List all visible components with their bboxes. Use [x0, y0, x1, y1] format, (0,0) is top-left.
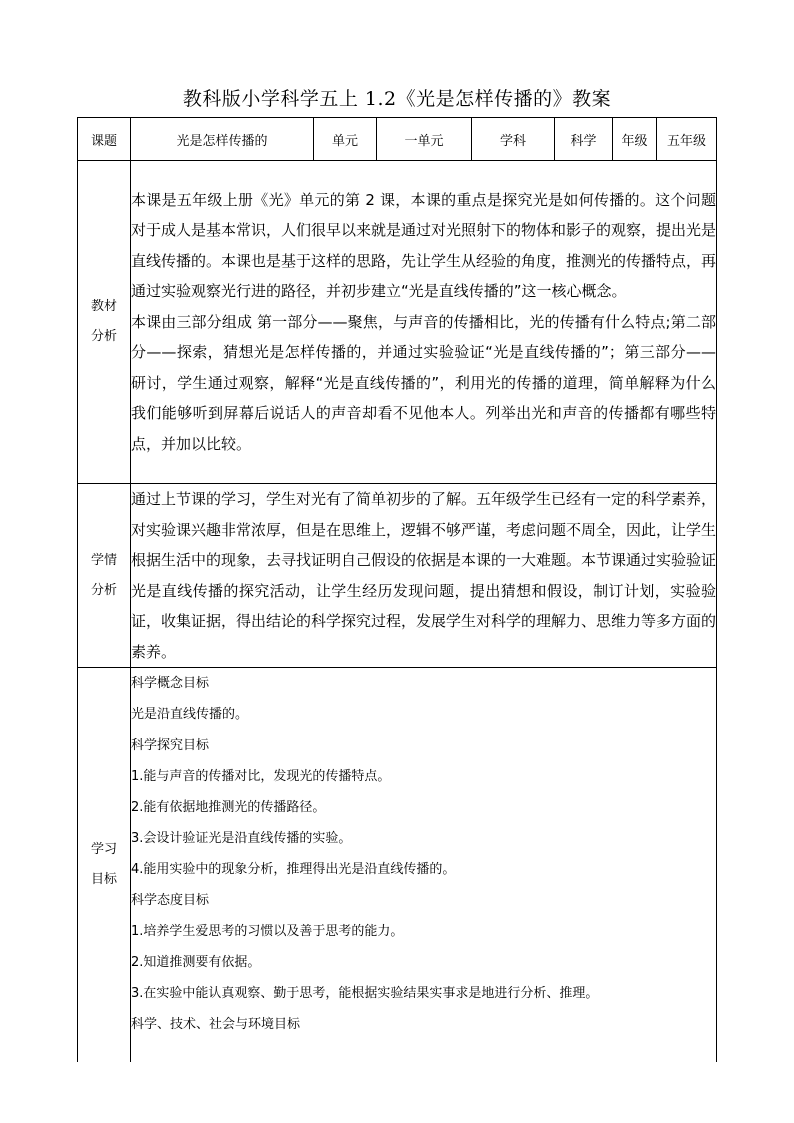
topic-label: 课题	[78, 118, 131, 161]
material-analysis-label: 教材 分析	[78, 161, 131, 484]
learning-goals-row	[78, 668, 717, 1063]
goal-item: 3.会设计验证光是沿直线传播的实验。	[131, 831, 352, 846]
document-title: 教科版小学科学五上 1.2《光是怎样传播的》教案	[182, 88, 612, 110]
goal-item: 科学、技术、社会与环境目标	[131, 1017, 301, 1032]
goal-item: 光是沿直线传播的。	[131, 707, 249, 722]
goal-item: 2.能有依据地推测光的传播路径。	[131, 800, 326, 815]
goal-item: 1.培养学生爱思考的习惯以及善于思考的能力。	[131, 924, 404, 939]
goal-item: 4.能用实验中的现象分析，推理得出光是沿直线传播的。	[131, 862, 456, 877]
student-analysis-content	[131, 484, 717, 668]
topic-value: 光是怎样传播的	[131, 118, 314, 161]
student-analysis-label: 学情 分析	[78, 484, 131, 668]
goal-item: 2.知道推测要有依据。	[131, 955, 261, 970]
grade-value: 五年级	[657, 118, 717, 161]
goal-item: 3.在实验中能认真观察、勤于思考，能根据实验结果实事求是地进行分析、推理。	[131, 986, 599, 1001]
learning-goals-label: 学习 目标	[78, 668, 131, 1063]
goal-item: 1.能与声音的传播对比，发现光的传播特点。	[131, 769, 391, 784]
subject-label: 学科	[472, 118, 555, 161]
material-paragraph-1: 本课是五年级上册《光》单元的第 2 课，本课的重点是探究光是如何传播的。这个问题对于成人是基本常识，人们很早以来就是通过对光照射下的物体和影子的观察，提出光是直线传播的。本课也是基于这样的思路，先让学生从经验的角度，推测光的传播特点，再通过实验观察光行进的路径，并初步建立“光是直线传播的”这一核心概念。	[131, 190, 717, 301]
student-analysis-row	[78, 484, 717, 668]
lesson-plan-table	[77, 117, 717, 1062]
goal-item: 科学态度目标	[131, 893, 210, 908]
unit-label: 单元	[314, 118, 377, 161]
material-analysis-content	[131, 161, 717, 484]
goal-item: 科学探究目标	[131, 738, 210, 753]
header-row	[78, 118, 717, 161]
goal-item: 科学概念目标	[131, 676, 210, 691]
grade-label: 年级	[613, 118, 657, 161]
material-analysis-row	[78, 161, 717, 484]
learning-goals-content	[131, 668, 717, 1063]
unit-value: 一单元	[377, 118, 472, 161]
subject-value: 科学	[555, 118, 613, 161]
material-paragraph-2: 本课由三部分组成 第一部分——聚焦，与声音的传播相比，光的传播有什么特点;第二部分——探索，猜想光是怎样传播的，并通过实验验证“光是直线传播的”；第三部分——研讨，学生通过观察，解释“光是直线传播的”，利用光的传播的道理，简单解释为什么我们能够听到屏幕后说话人的声音却看不见他本人。列举出光和声音的传播都有哪些特点，并加以比较。	[131, 312, 716, 453]
student-paragraph: 通过上节课的学习，学生对光有了简单初步的了解。五年级学生已经有一定的科学素养，对实验课兴趣非常浓厚，但是在思维上，逻辑不够严谨，考虑问题不周全，因此，让学生根据生活中的现象，去寻找证明自己假设的依据是本课的一大难题。本节课通过实验验证光是直线传播的探究活动，让学生经历发现问题，提出猜想和假设，制订计划，实验验证，收集证据，得出结论的科学探究过程，发展学生对科学的理解力、思维力等多方面的素养。	[131, 490, 717, 661]
